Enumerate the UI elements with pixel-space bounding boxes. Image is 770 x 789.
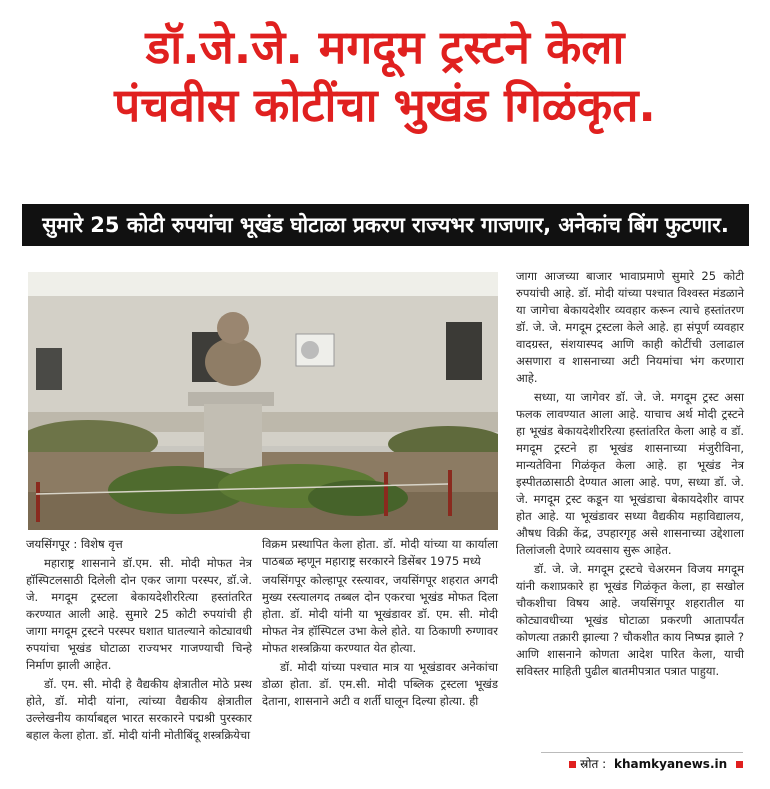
article-paragraph: जागा आजच्या बाजार भावाप्रमाणे सुमारे 25 कोटी रुपयांची आहे. डॉ. मोदी यांच्या पश्चात विश्वस्त मंडळाने या जागेचा बेकायदेशीर व्यवहार करून त्याचे हस्तांतरण डॉ. जे. जे. मगदूम ट्रस्टला केले आहे. हा संपूर्ण व्यवहार वादग्रस्त, संशयास्पद आणि काही कोटींची उलाढाल असणारा व शासनाच्या अटी नियमांचा भंग करणारा आहे. <box>516 269 744 385</box>
article-column-3 <box>516 268 744 682</box>
headline-line-2: पंचवीस कोटींचा भुखंड गिळंकृत. <box>114 78 656 132</box>
article-photo <box>28 272 498 530</box>
headline-line-1: डॉ.जे.जे. मगदूम ट्रस्टने केला <box>145 20 625 74</box>
subheadline-bar <box>22 204 749 246</box>
article-paragraph: डॉ. जे. जे. मगदूम ट्रस्टचे चेअरमन विजय मगदूम यांनी कशाप्रकारे हा भूखंड गिळंकृत केला, हा सखोल चौकशीचा विषय आहे. जयसिंगपूर शहरातील या कोट्यावधीच्या भूखंड घोटाळा प्रकरणी आतापर्यंत कोणत्या तक्रारी झाल्या ? चौकशीत काय निष्पन्न झाले ? आणि शासनाने कोणता आदेश पारित केला, याची सविस्तर माहिती पुढील बातमीपत्रात पत्रात पाहुया. <box>516 562 744 678</box>
article-paragraph: जयसिंगपूर कोल्हापूर रस्त्यावर, जयसिंगपूर शहरात अगदी मुख्य रस्त्यालगद तब्बल दोन एकरचा भूखंड मोफत दिला होता. डॉ. मोदी यांनी या भूखंडावर डॉ. एम. सी. मोदी मोफत नेत्र हॉस्पिटल उभा केले होते. या ठिकाणी रुग्णावर मोफत शस्त्रक्रिया करण्यात येत होत्या. <box>262 573 498 655</box>
source-credit <box>541 752 743 775</box>
article-column-2 <box>262 536 498 712</box>
headline <box>0 18 770 134</box>
source-label: स्रोत : <box>580 757 607 771</box>
bullet-square-icon <box>736 761 743 768</box>
article-paragraph: डॉ. एम. सी. मोदी हे वैद्यकीय क्षेत्रातील मोठे प्रस्थ होते, डॉ. मोदी यांना, त्यांच्या वैद्यकीय क्षेत्रातील उल्लेखनीय कार्याबद्दल भारत सरकारने पद्मश्री पुरस्कार बहाल केला होता. डॉ. मोदी यांनी मोतीबिंदू शस्त्रक्रियेचा <box>26 677 252 742</box>
article-paragraph: विक्रम प्रस्थापित केला होता. डॉ. मोदी यांच्या या कार्याला पाठबळ म्हणून महाराष्ट्र सरकारने डिसेंबर 1975 मध्ये <box>262 537 498 568</box>
article-paragraph: डॉ. मोदी यांच्या पश्चात मात्र या भूखंडावर अनेकांचा डोळा होता. डॉ. एम.सी. मोदी पब्लिक ट्रस्टला भूखंड देताना, शासनाने अटी व शर्ती घालून दिल्या होत्या. ही <box>262 660 498 708</box>
bullet-square-icon <box>569 761 576 768</box>
article-dateline: जयसिंगपूर : विशेष वृत्त <box>26 537 123 551</box>
article-paragraph: महाराष्ट्र शासनाने डॉ.एम. सी. मोदी मोफत नेत्र हॉस्पिटलसाठी दिलेली दोन एकर जागा परस्पर, डॉ.जे. जे. मगदूम ट्रस्टला बेकायदेशीररित्या हस्तांतरित करण्यात आली आहे. सुमारे 25 कोटी रुपयांची ही जागा मगदूम ट्रस्टने परस्पर घशात घातल्याने कोट्यावधी रुपयांचा भूखंड घोटाळा राज्यभर गाजण्याची चिन्हे निर्माण झाली आहेत. <box>26 556 252 672</box>
article-paragraph: सध्या, या जागेवर डॉ. जे. जे. मगदूम ट्रस्ट असा फलक लावण्यात आला आहे. याचाच अर्थ मोदी ट्रस्टने हा भूखंड बेकायदेशीररित्या हस्तांतरित केला आहे व डॉ. मगदूम ट्रस्टने हा भूखंड शासनाच्या मंजुरीविना, मान्यतेविना गिळंकृत केला आहे. हा भूखंड नेत्र इस्पीतळासाठी देण्यात आला आहे. पण, सध्या डॉ. जे. जे. मगदूम ट्रस्ट कडून या भूखंडाचा बेकायदेशीर वापर होत आहे. या भूखंडावर सध्या वैद्यकीय महाविद्यालय, औषध विक्री केंद्र, उपहारगृह असे शासनाच्या उद्देशाला तिलांजली देणारे व्यवसाय सुरू आहेत. <box>516 390 744 557</box>
subheadline-text: सुमारे 25 कोटी रुपयांचा भूखंड घोटाळा प्रकरण राज्यभर गाजणार, अनेकांच बिंग फुटणार. <box>42 213 729 237</box>
source-site: khamkyanews.in <box>614 757 728 771</box>
article-column-1 <box>26 536 252 746</box>
